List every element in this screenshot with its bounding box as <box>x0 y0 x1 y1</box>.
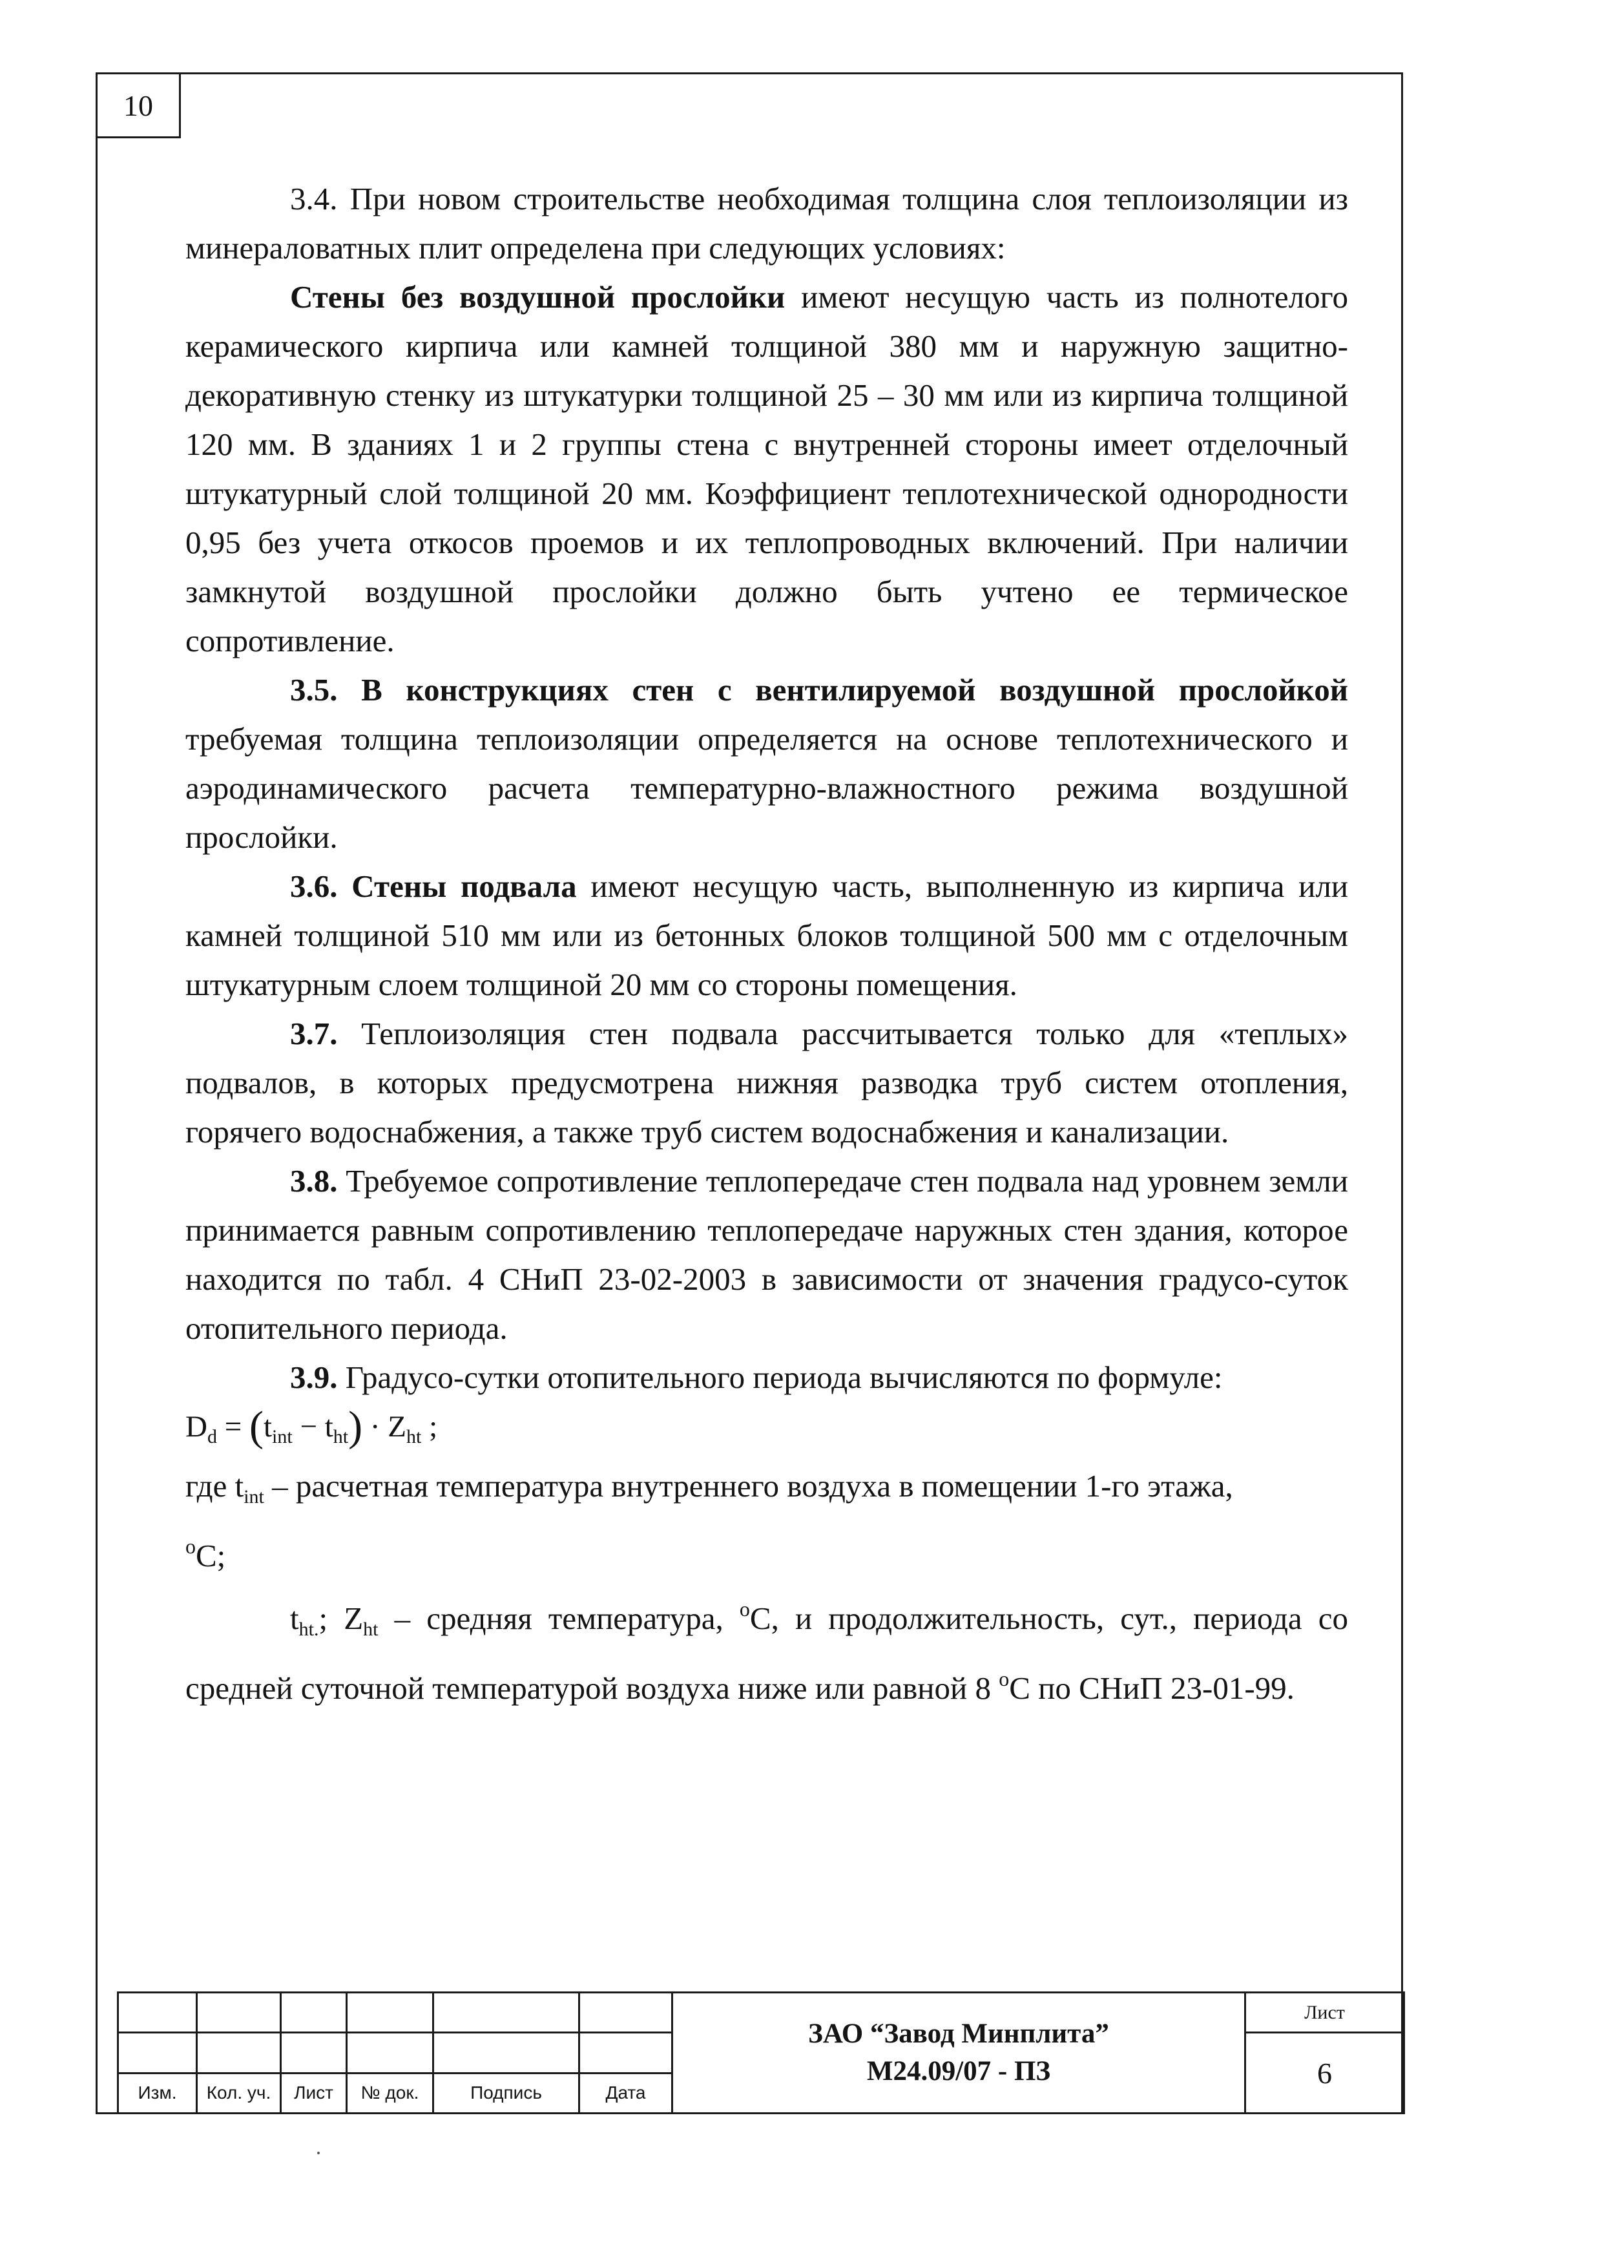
title-block <box>117 1991 1403 2114</box>
scan-speck <box>317 2152 320 2154</box>
header-kol-uch: Кол. уч. <box>197 2073 281 2113</box>
paragraph-3-5: 3.5. В конструкциях стен с вентилируемой воздушной прослойкой требуемая толщина теплоизоляции определяется на основе теплотехнического и аэродинамического расчета температурно-влажностного режима воздушной прослойки. <box>185 672 1348 855</box>
paragraph-3-9: 3.9. Градусо-сутки отопительного периода вычисляются по формуле: <box>290 1360 1223 1395</box>
degree-days-formula: $D_d = (t_{int} - t_{ht}) \cdot Z_{ht}$ ; <box>185 1403 438 1450</box>
header-date: Дата <box>579 2073 672 2113</box>
where-t-ht: $t_{ht.}$; $Z_{ht}$ – средняя температура, $^o$C, и продолжительность, сут., периода со средней суточной температурой воздуха ниже или равной 8 $^o$C по СНиП 23-01-99. <box>185 1597 1348 1706</box>
sheet-number: 6 <box>1245 2033 1404 2114</box>
sheet-label: Лист <box>1245 1993 1404 2033</box>
paragraph-walls: Стены без воздушной прослойки имеют несущую часть из полнотелого керамического кирпича или камней толщиной 380 мм и наружную защитно-декоративную стенку из штукатурки толщиной 25 – 30 мм или из кирпича толщиной 120 мм. В зданиях 1 и 2 группы стена с внутренней стороны имеет отделочный штукатурный слой толщиной 20 мм. Коэффициент теплотехнической однородности 0,95 без учета откосов проемов и их теплопроводных включений. При наличии замкнутой воздушной прослойки должно быть учтено ее термическое сопротивление. <box>185 279 1348 658</box>
header-izm: Изм. <box>118 2073 197 2113</box>
header-doc-number: № док. <box>347 2073 433 2113</box>
where-t-int: где $t_{int}$ – расчетная температура внутреннего воздуха в помещении 1-го этажа, $^o$C; <box>185 1468 1233 1573</box>
header-signature: Подпись <box>433 2073 579 2113</box>
document-body <box>185 174 1348 1713</box>
corner-page-number: 10 <box>96 72 181 138</box>
header-list: Лист <box>281 2073 347 2113</box>
paragraph-3-8: 3.8. Требуемое сопротивление теплопередаче стен подвала над уровнем земли принимается равным сопротивлению теплопередаче наружных стен здания, которое находится по табл. 4 СНиП 23-02-2003 в зависимости от значения градусо-суток отопительного периода. <box>185 1163 1348 1346</box>
paragraph-3-6: 3.6. Стены подвала имеют несущую часть, выполненную из кирпича или камней толщиной 510 мм или из бетонных блоков толщиной 500 мм с отделочным штукатурным слоем толщиной 20 мм со стороны помещения. <box>185 868 1349 1002</box>
paragraph-3-7: 3.7. Теплоизоляция стен подвала рассчитывается только для «теплых» подвалов, в которых предусмотрена нижняя разводка труб систем отопления, горячего водоснабжения, а также труб систем водоснабжения и канализации. <box>185 1016 1348 1150</box>
paragraph-3-4: 3.4. При новом строительстве необходимая толщина слоя теплоизоляции из минераловатных плит определена при следующих условиях: <box>185 181 1348 266</box>
organization-cell: ЗАО “Завод Минплита” М24.09/07 - ПЗ <box>672 1993 1245 2114</box>
